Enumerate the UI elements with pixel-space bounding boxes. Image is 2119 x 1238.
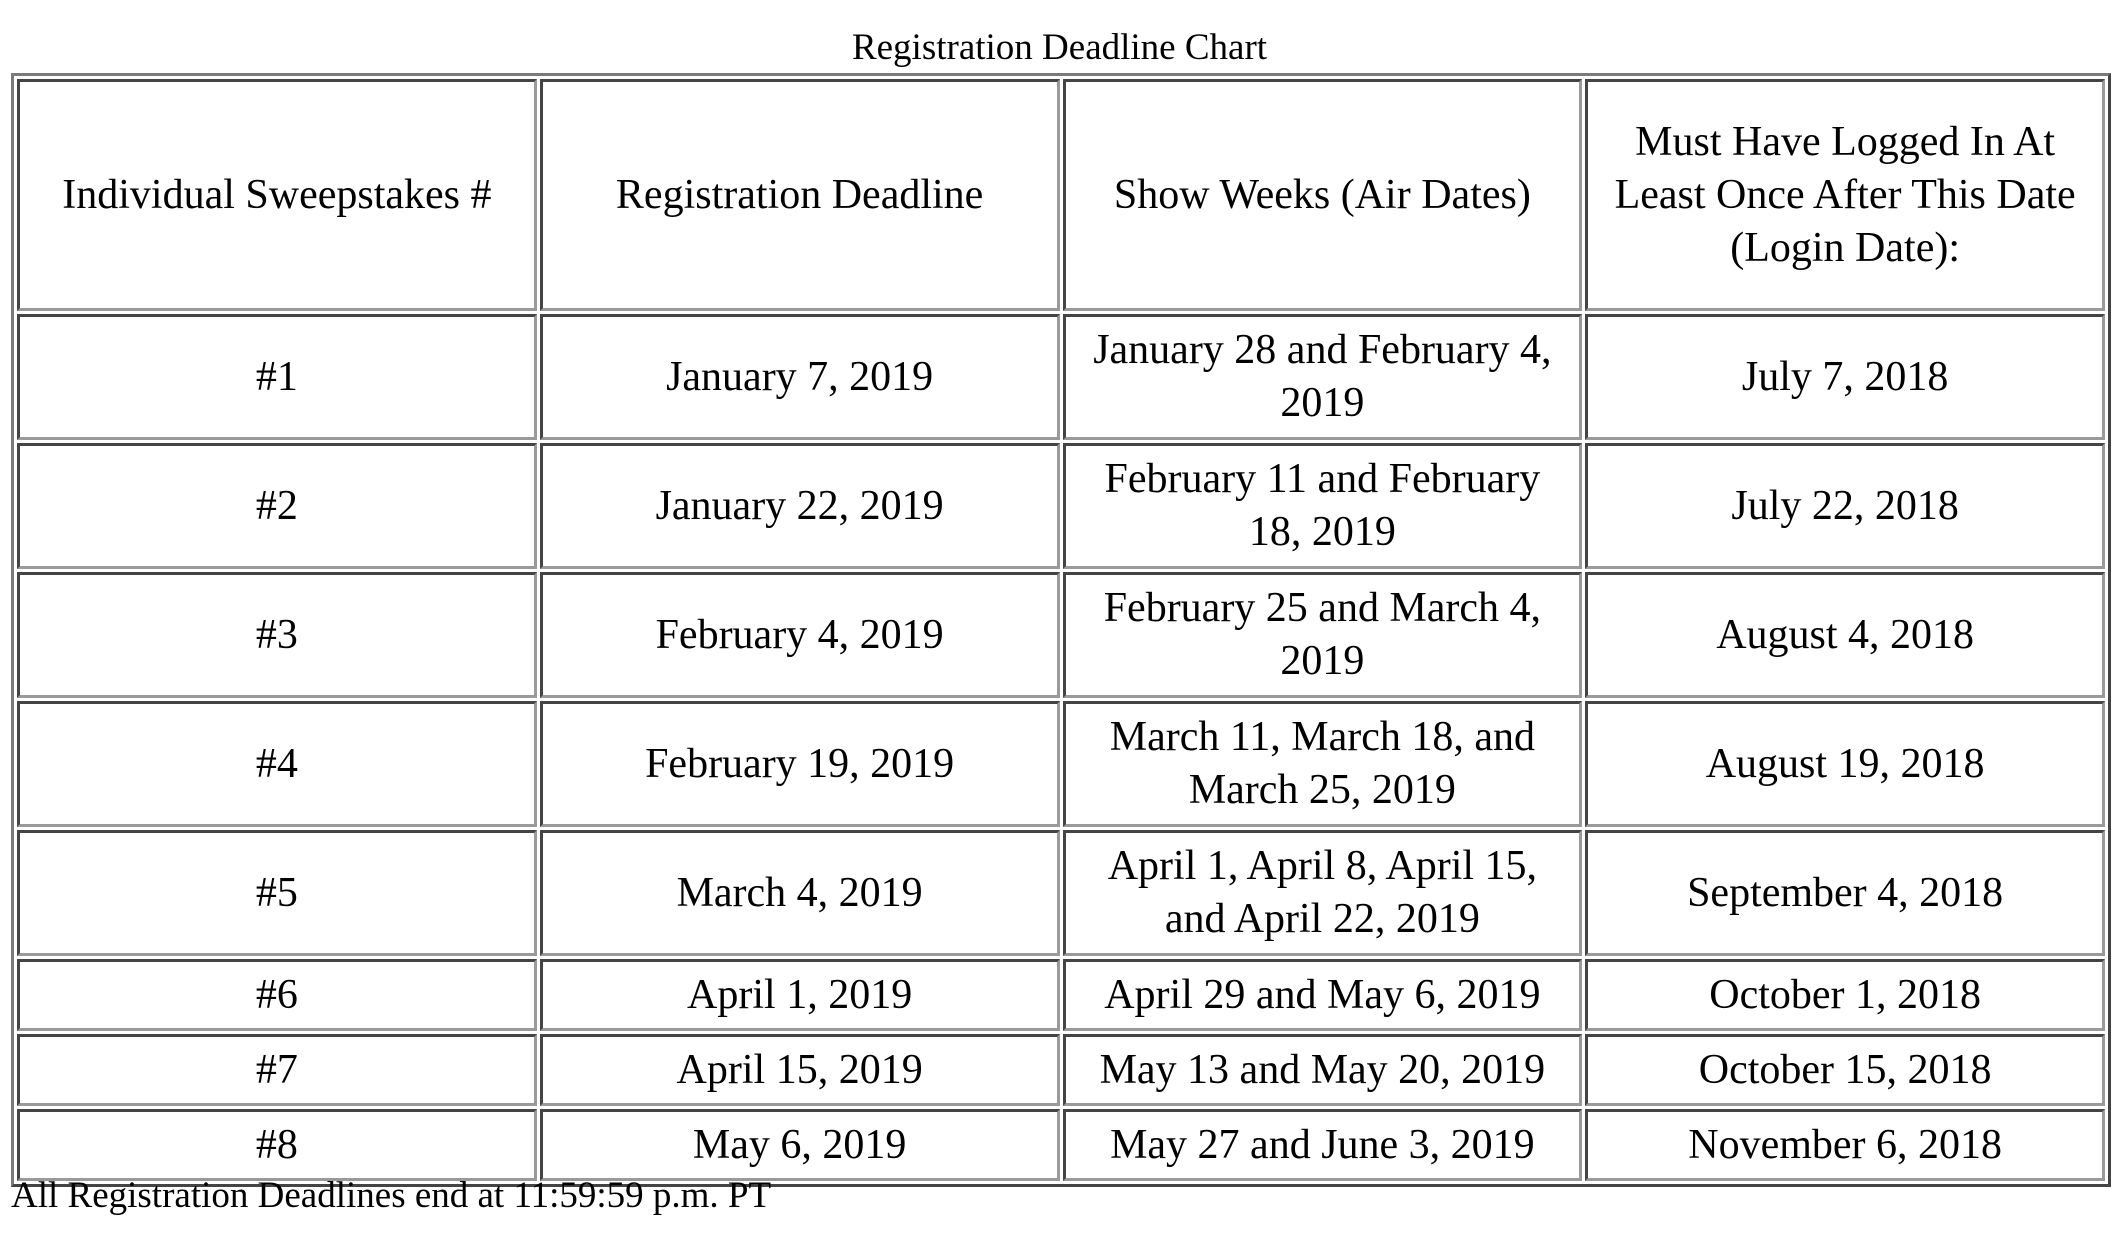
login-date-cell: August 4, 2018: [1585, 572, 2105, 698]
sweepstakes-number-cell: #8: [17, 1109, 537, 1181]
sweepstakes-number-cell: #7: [17, 1034, 537, 1106]
sweepstakes-number-cell: #6: [17, 959, 537, 1031]
sweepstakes-number-cell: #3: [17, 572, 537, 698]
table-caption: Registration Deadline Chart: [851, 27, 1268, 68]
login-date-cell: October 1, 2018: [1585, 959, 2105, 1031]
registration-deadline-cell: April 1, 2019: [540, 959, 1060, 1031]
sweepstakes-number-cell: #2: [17, 443, 537, 569]
column-header-sweepstakes-number: Individual Sweepstakes #: [17, 79, 537, 311]
sweepstakes-number-cell: #5: [17, 830, 537, 956]
registration-deadline-table: [11, 73, 2111, 1187]
show-weeks-cell: January 28 and February 4, 2019: [1063, 314, 1583, 440]
registration-deadline-cell: January 7, 2019: [540, 314, 1060, 440]
table-row: [17, 701, 2105, 827]
column-header-registration-deadline: Registration Deadline: [540, 79, 1060, 311]
sweepstakes-number-cell: #4: [17, 701, 537, 827]
table-row: [17, 1109, 2105, 1181]
registration-deadline-cell: May 6, 2019: [540, 1109, 1060, 1181]
login-date-cell: July 7, 2018: [1585, 314, 2105, 440]
column-header-login-date: Must Have Logged In At Least Once After This Date (Login Date):: [1585, 79, 2105, 311]
table-row: [17, 443, 2105, 569]
login-date-cell: November 6, 2018: [1585, 1109, 2105, 1181]
show-weeks-cell: February 25 and March 4, 2019: [1063, 572, 1583, 698]
table-row: [17, 1034, 2105, 1106]
registration-deadline-cell: March 4, 2019: [540, 830, 1060, 956]
login-date-cell: October 15, 2018: [1585, 1034, 2105, 1106]
sweepstakes-number-cell: #1: [17, 314, 537, 440]
login-date-cell: July 22, 2018: [1585, 443, 2105, 569]
table-row: [17, 572, 2105, 698]
deadline-footnote: All Registration Deadlines end at 11:59:59 p.m. PT: [11, 1175, 772, 1216]
registration-deadline-cell: April 15, 2019: [540, 1034, 1060, 1106]
registration-deadline-cell: January 22, 2019: [540, 443, 1060, 569]
show-weeks-cell: February 11 and February 18, 2019: [1063, 443, 1583, 569]
table-row: [17, 959, 2105, 1031]
show-weeks-cell: April 1, April 8, April 15, and April 22, 2019: [1063, 830, 1583, 956]
table-header-row: [17, 79, 2105, 311]
show-weeks-cell: April 29 and May 6, 2019: [1063, 959, 1583, 1031]
table-row: [17, 830, 2105, 956]
registration-deadline-cell: February 4, 2019: [540, 572, 1060, 698]
show-weeks-cell: May 27 and June 3, 2019: [1063, 1109, 1583, 1181]
registration-deadline-cell: February 19, 2019: [540, 701, 1060, 827]
table-row: [17, 314, 2105, 440]
column-header-show-weeks: Show Weeks (Air Dates): [1063, 79, 1583, 311]
login-date-cell: September 4, 2018: [1585, 830, 2105, 956]
show-weeks-cell: March 11, March 18, and March 25, 2019: [1063, 701, 1583, 827]
show-weeks-cell: May 13 and May 20, 2019: [1063, 1034, 1583, 1106]
login-date-cell: August 19, 2018: [1585, 701, 2105, 827]
